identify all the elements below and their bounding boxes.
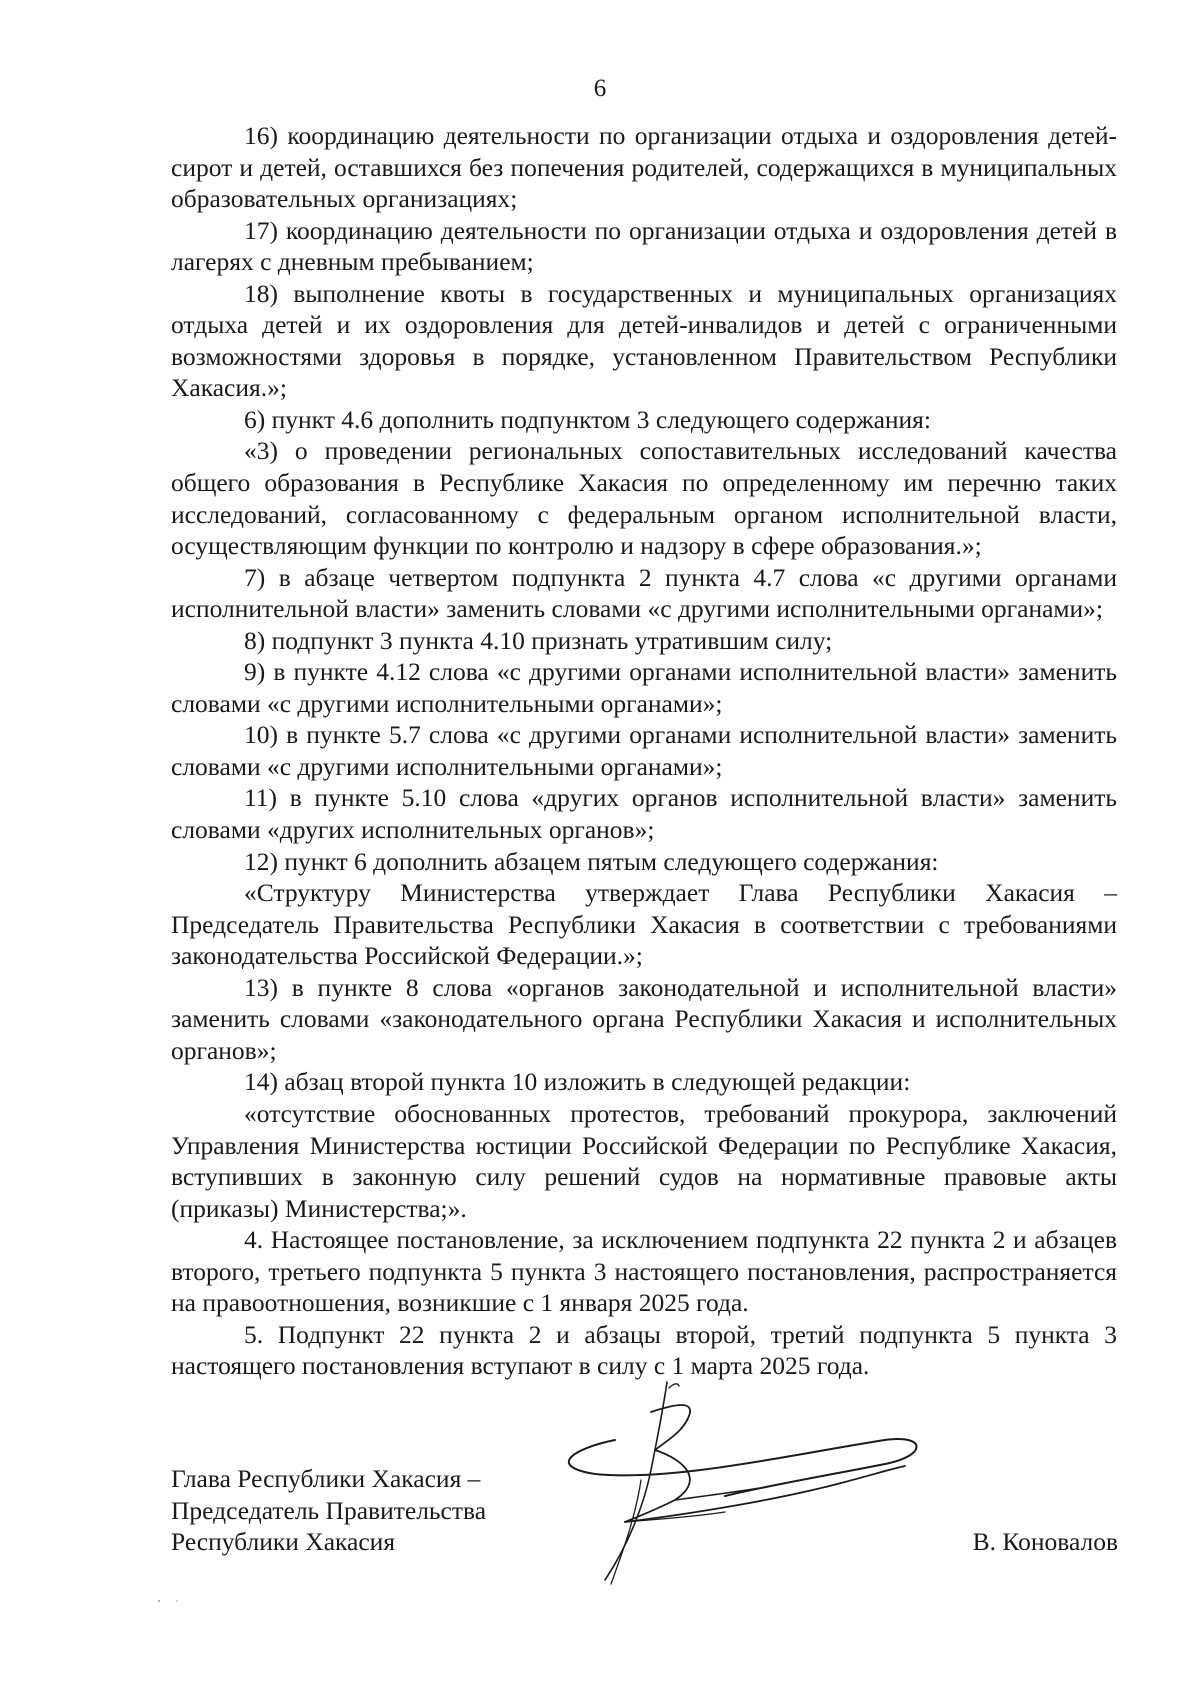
paragraph-18: 18) выполнение квоты в государственных и муниципальных организациях отдыха детей и их оздоровления для детей-инвалидов и детей с ограниченными возможностями здоровья в порядке, установленном Правительством Республики Хакасия.»;	[171, 278, 1117, 403]
page-number: 6	[593, 75, 607, 102]
handwritten-signature	[555, 1370, 945, 1600]
paragraph-section-4: 4. Настоящее постановление, за исключением подпункта 22 пункта 2 и абзацев второго, третьего подпункта 5 пункта 3 настоящего постановления, распространяется на правоотношения, возникшие с 1 января 2025 года.	[171, 1225, 1117, 1318]
paragraph-item-12: 12) пункт 6 дополнить абзацем пятым следующего содержания:	[244, 846, 939, 876]
paragraph-item-13: 13) в пункте 8 слова «органов законодательной и исполнительной власти» заменить словами «законодательного органа Республики Хакасия и исполнительных органов»;	[171, 972, 1117, 1065]
paragraph-item-9: 9) в пункте 4.12 слова «с другими органами исполнительной власти» заменить словами «с другими исполнительными органами»;	[171, 657, 1117, 718]
paragraph-16: 16) координацию деятельности по организации отдыха и оздоровления детей-сирот и детей, оставшихся без попечения родителей, содержащихся в муниципальных образовательных организациях;	[171, 121, 1117, 214]
paragraph-item-10: 10) в пункте 5.7 слова «с другими органами исполнительной власти» заменить словами «с другими исполнительными органами»;	[171, 720, 1117, 781]
signatory-title	[171, 1463, 486, 1558]
paragraph-item-8: 8) подпункт 3 пункта 4.10 признать утратившим силу;	[244, 625, 833, 655]
paragraph-item-11: 11) в пункте 5.10 слова «других органов исполнительной власти» заменить словами «других исполнительных органов»;	[171, 783, 1117, 845]
signatory-title-line-1: Глава Республики Хакасия –	[171, 1464, 481, 1493]
paragraph-item-14: 14) абзац второй пункта 10 изложить в следующей редакции:	[244, 1067, 911, 1097]
signatory-title-line-3: Республики Хакасия	[171, 1527, 396, 1556]
signatory-name: В. Коновалов	[972, 1527, 1118, 1556]
paragraph-item-14-quote: «отсутствие обоснованных протестов, требований прокурора, заключений Управления Министерства юстиции Российской Федерации по Республике Хакасия, вступивших в законную силу решений судов на нормативные правовые акты (приказы) Министерства;».	[171, 1098, 1117, 1223]
paragraph-item-12-quote: «Структуру Министерства утверждает Глава Республики Хакасия – Председатель Правительства Республики Хакасия в соответствии с требованиями законодательства Российской Федерации.»;	[171, 878, 1117, 971]
paragraph-item-6: 6) пункт 4.6 дополнить подпунктом 3 следующего содержания:	[244, 404, 931, 434]
document-body	[171, 120, 1117, 1382]
paragraph-section-5: 5. Подпункт 22 пункта 2 и абзацы второй, третий подпункта 5 пункта 3 настоящего постановления вступают в силу с 1 марта 2025 года.	[171, 1319, 1117, 1381]
signatory-title-line-2: Председатель Правительства	[171, 1495, 487, 1525]
paragraph-item-6-quote: «3) о проведении региональных сопоставительных исследований качества общего образования в Республике Хакасия по определенному им перечню таких исследований, согласованному с федеральным органом исполнительной власти, осуществляющим функции по контролю и надзору в сфере образования.»;	[171, 436, 1117, 561]
paragraph-17: 17) координацию деятельности по организации отдыха и оздоровления детей в лагерях с дневным пребыванием;	[171, 215, 1117, 277]
scan-artifact	[155, 1598, 195, 1604]
paragraph-item-7: 7) в абзаце четвертом подпункта 2 пункта 4.7 слова «с другими органами исполнительной власти» заменить словами «с другими исполнительными органами»;	[171, 562, 1117, 624]
